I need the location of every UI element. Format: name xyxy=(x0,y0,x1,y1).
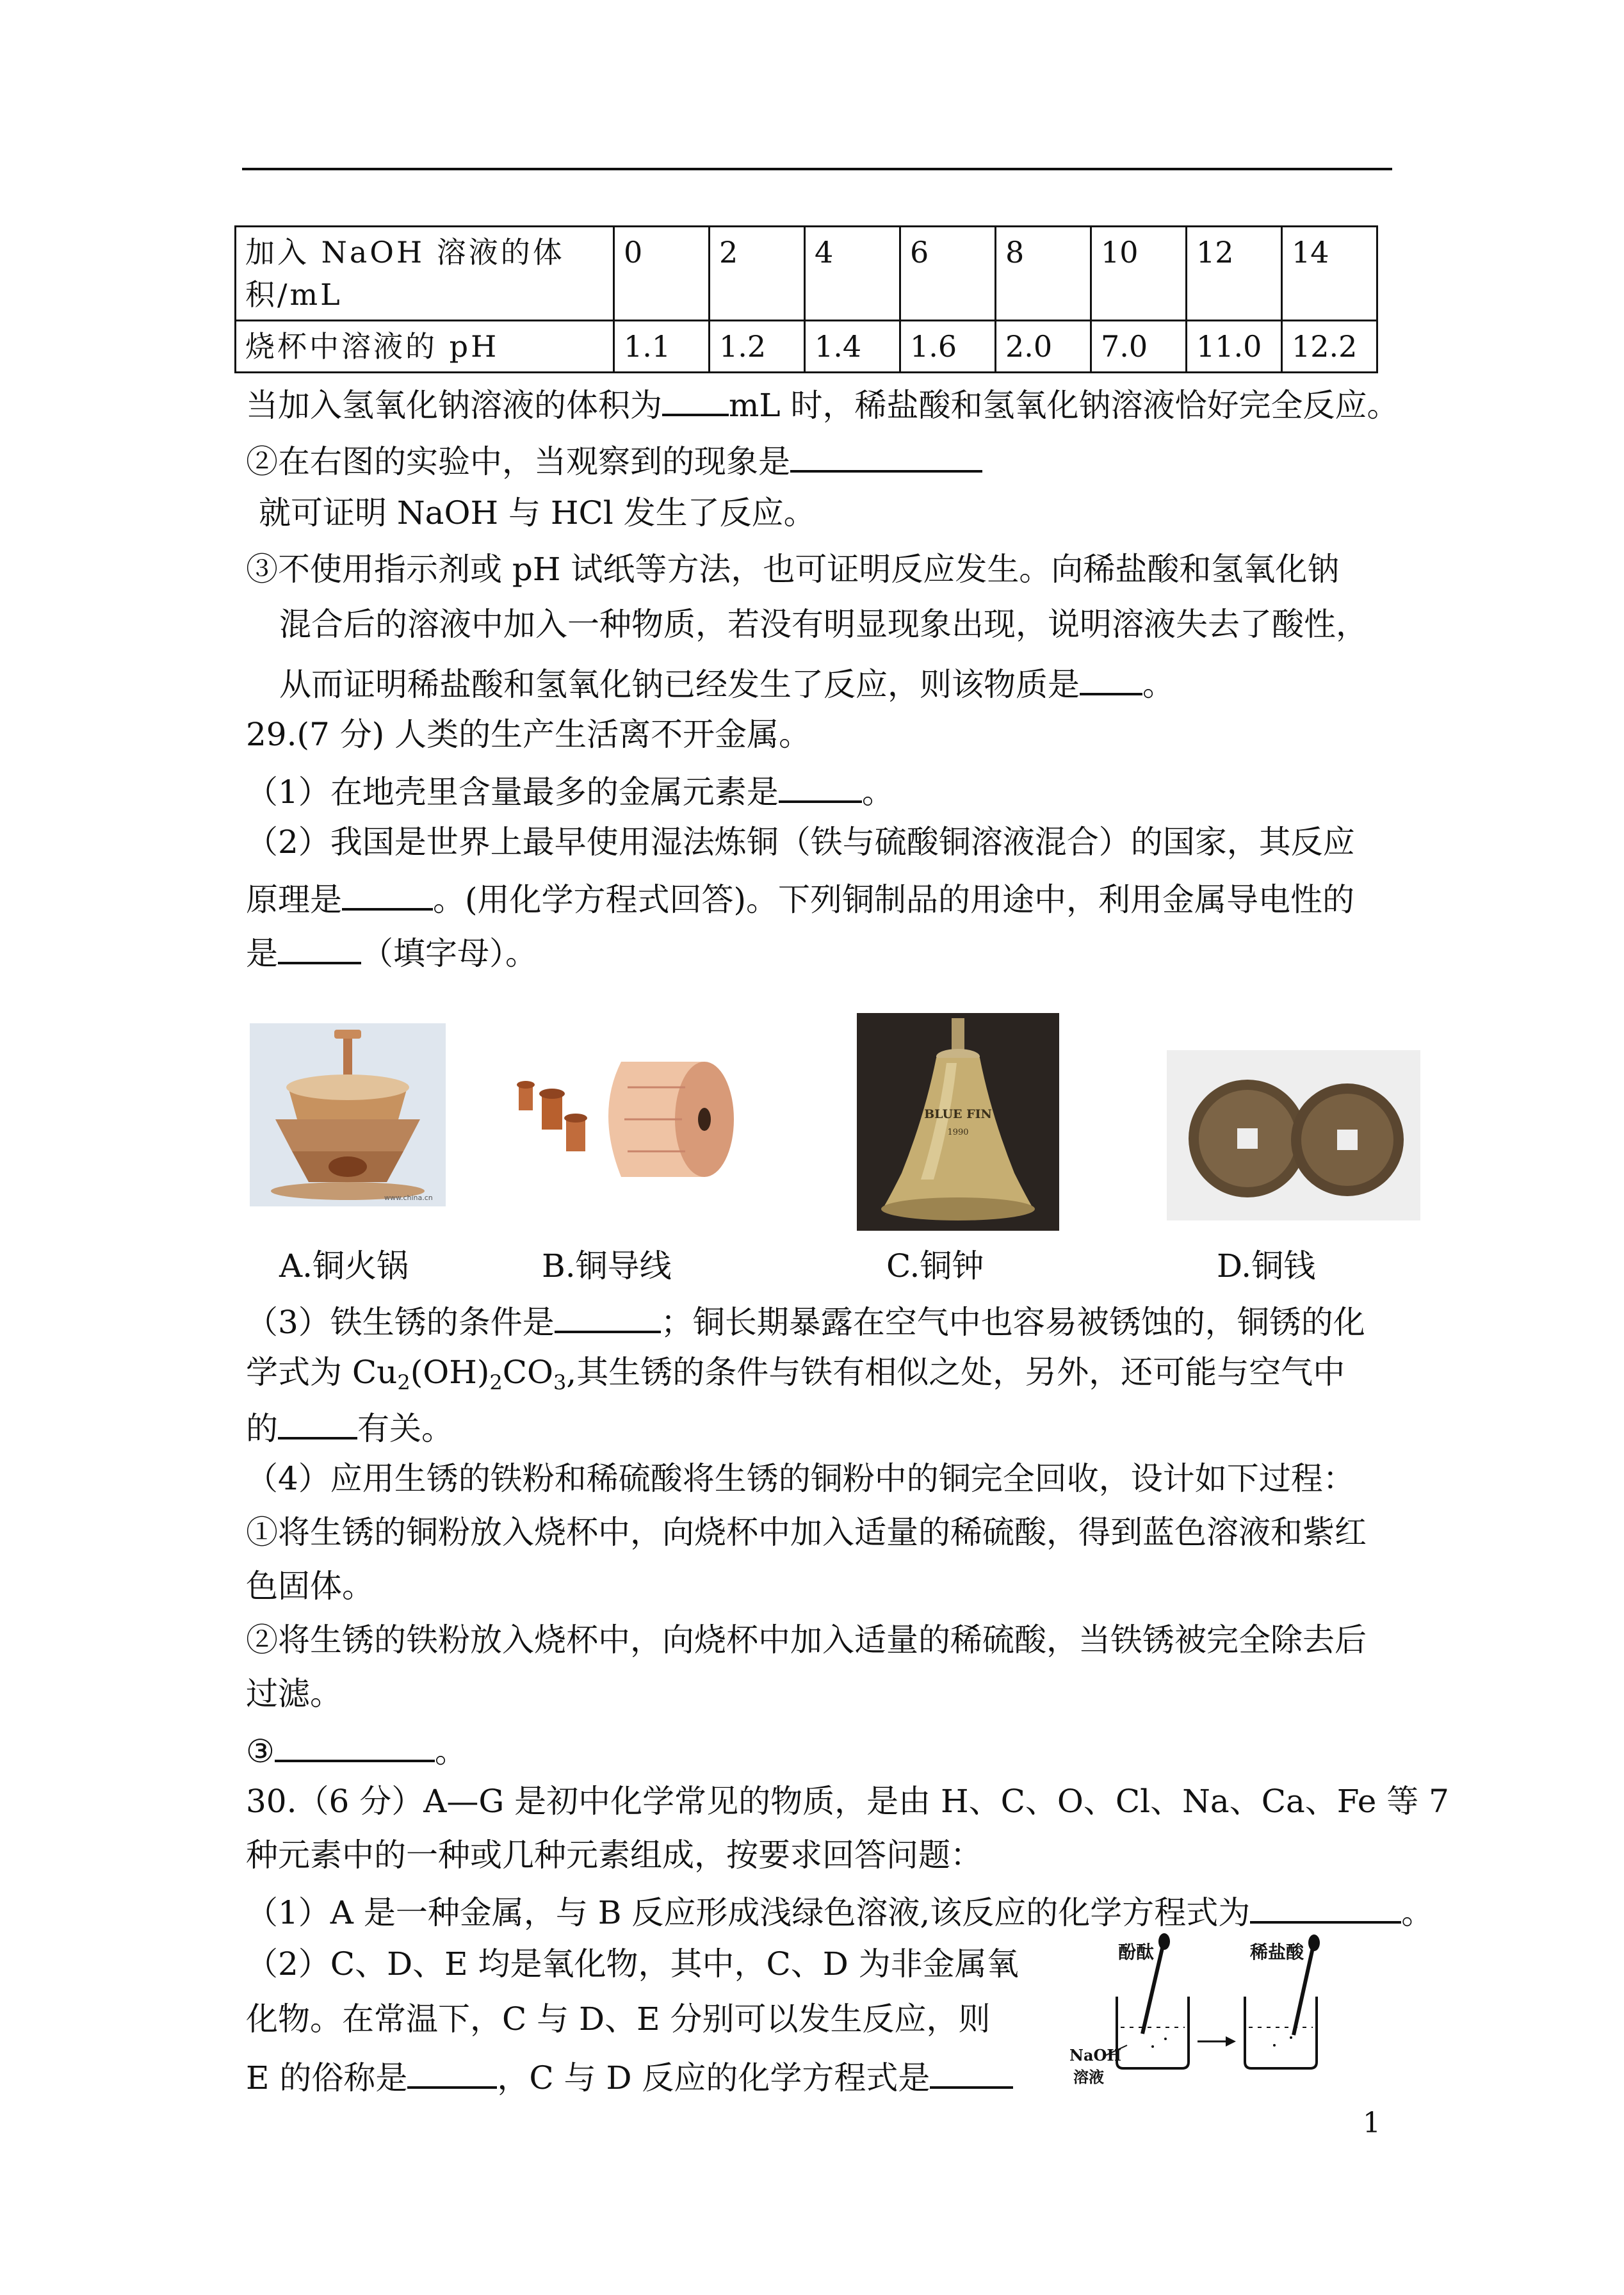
table-cell: 1.6 xyxy=(900,321,996,373)
answer-blank[interactable] xyxy=(662,380,729,416)
table-cell: 12.2 xyxy=(1282,321,1377,373)
answer-blank[interactable] xyxy=(275,1726,435,1762)
q28-line-2 xyxy=(246,437,982,483)
answer-blank[interactable] xyxy=(790,437,982,473)
q29-part-2c xyxy=(246,929,537,975)
q30-line-2: 种元素中的一种或几种元素组成，按要求回答问题： xyxy=(246,1837,982,1874)
q29-part-3c xyxy=(246,1404,453,1450)
q28-text: mL 时，稀盐酸和氢氧化钠溶液恰好完全反应。 xyxy=(729,387,1399,424)
caption-d: D.铜钱 xyxy=(1217,1247,1316,1285)
answer-blank[interactable] xyxy=(1250,1888,1401,1924)
q28-text: ②在右图的实验中，当观察到的现象是 xyxy=(246,443,790,480)
answer-blank[interactable] xyxy=(1080,660,1142,695)
q29-step-1a: ①将生锈的铜粉放入烧杯中，向烧杯中加入适量的稀硫酸，得到蓝色溶液和紫红 xyxy=(246,1514,1367,1551)
hotpot-watermark: www.china.cn xyxy=(384,1194,433,1202)
q29-part-4: （4）应用生锈的铁粉和稀硫酸将生锈的铜粉中的铜完全回收，设计如下过程： xyxy=(246,1460,1355,1497)
naoh-ph-table xyxy=(234,225,1378,373)
q30-text: ，C 与 D 反应的化学方程式是 xyxy=(497,2059,930,2096)
page-number: 1 xyxy=(1363,2107,1381,2139)
caption-b: B.铜导线 xyxy=(542,1247,672,1285)
q29-part-3b xyxy=(246,1351,1345,1404)
table-cell: 7.0 xyxy=(1091,321,1187,373)
q29-text: 是 xyxy=(246,935,278,972)
q28-line-3: 就可证明 NaOH 与 HCl 发生了反应。 xyxy=(259,494,816,531)
label-phenolphthalein: 酚酞 xyxy=(1118,1942,1155,1963)
q29-text: （填字母）。 xyxy=(361,935,537,972)
q28-line-1 xyxy=(246,380,1399,426)
q29-text: CO xyxy=(502,1354,553,1391)
table-cell: 10 xyxy=(1091,227,1187,321)
q29-text: 。 xyxy=(434,1733,467,1770)
q30-line-6 xyxy=(246,2053,1013,2099)
q29-step-2b: 过滤。 xyxy=(246,1675,342,1712)
q29-step-1b: 色固体。 xyxy=(246,1568,374,1605)
table-cell: 1.4 xyxy=(805,321,900,373)
table-cell: 6 xyxy=(900,227,996,321)
beaker-left-icon xyxy=(1117,1997,1189,2068)
q30-line-5: 化物。在常温下，C 与 D、E 分别可以发生反应，则 xyxy=(246,2000,991,2038)
copper-coins-image xyxy=(1167,1050,1420,1220)
q29-step-2a: ②将生锈的铁粉放入烧杯中，向烧杯中加入适量的稀硫酸，当铁锈被完全除去后 xyxy=(246,1621,1367,1658)
answer-blank[interactable] xyxy=(407,2053,497,2089)
table-row-header: 加入 NaOH 溶液的体积/mL xyxy=(236,227,614,321)
answer-blank[interactable] xyxy=(930,2053,1013,2089)
caption-c: C.铜钟 xyxy=(886,1247,984,1285)
label-solution: 溶液 xyxy=(1073,2068,1104,2086)
table-row xyxy=(236,227,1377,321)
bell-year: 1990 xyxy=(947,1128,969,1137)
table-row-header: 烧杯中溶液的 pH xyxy=(236,321,614,373)
q29-text: 的 xyxy=(246,1410,278,1447)
q29-part-1 xyxy=(246,767,894,813)
q29-step-3 xyxy=(246,1726,467,1772)
q29-part-2a: （2）我国是世界上最早使用湿法炼铜（铁与硫酸铜溶液混合）的国家，其反应 xyxy=(246,823,1355,861)
header-rule xyxy=(242,168,1392,170)
answer-blank[interactable] xyxy=(779,767,862,803)
answer-blank[interactable] xyxy=(555,1297,661,1333)
q30-text: （1）A 是一种金属，与 B 反应形成浅绿色溶液,该反应的化学方程式为 xyxy=(246,1894,1251,1931)
table-cell: 11.0 xyxy=(1187,321,1282,373)
q28-line-6 xyxy=(279,660,1174,706)
q29-text: 。(用化学方程式回答)。下列铜制品的用途中，利用金属导电性的 xyxy=(433,881,1355,918)
table-cell: 0 xyxy=(614,227,710,321)
label-dilute-hcl: 稀盐酸 xyxy=(1250,1942,1304,1963)
q30-line-4: （2）C、D、E 均是氧化物，其中，C、D 为非金属氧 xyxy=(246,1945,1019,1983)
table-cell: 8 xyxy=(996,227,1091,321)
q29-text: 有关。 xyxy=(357,1410,453,1447)
table-cell: 4 xyxy=(805,227,900,321)
answer-blank[interactable] xyxy=(342,875,433,911)
answer-blank[interactable] xyxy=(278,1404,357,1439)
copper-wire-image xyxy=(512,1049,743,1194)
table-cell: 1.1 xyxy=(614,321,710,373)
q29-part-2b xyxy=(246,875,1354,921)
table-cell: 1.2 xyxy=(710,321,805,373)
q30-text: E 的俗称是 xyxy=(246,2059,408,2096)
subscript: 3 xyxy=(553,1370,567,1395)
table-cell: 12 xyxy=(1187,227,1282,321)
q28-text: 从而证明稀盐酸和氢氧化钠已经发生了反应，则该物质是 xyxy=(279,666,1080,703)
copper-bell-image xyxy=(857,1013,1059,1231)
q28-text: 当加入氢氧化钠溶液的体积为 xyxy=(246,387,662,424)
q28-line-5: 混合后的溶液中加入一种物质，若没有明显现象出现，说明溶液失去了酸性， xyxy=(279,606,1368,643)
q29-text: ,其生锈的条件与铁有相似之处，另外，还可能与空气中 xyxy=(566,1354,1345,1391)
q29-part-3a xyxy=(246,1297,1365,1343)
table-cell: 2.0 xyxy=(996,321,1091,373)
q28-line-4: ③不使用指示剂或 pH 试纸等方法，也可证明反应发生。向稀盐酸和氢氧化钠 xyxy=(246,551,1340,588)
subscript: 2 xyxy=(489,1370,503,1395)
table-row xyxy=(236,321,1377,373)
q29-text: ③ xyxy=(246,1733,275,1770)
q30-text: 。 xyxy=(1401,1894,1434,1931)
q29-text: 学式为 Cu xyxy=(246,1354,398,1391)
q29-title: 29.(7 分) 人类的生产生活离不开金属。 xyxy=(246,716,811,753)
q29-text: (OH) xyxy=(410,1354,490,1391)
answer-blank[interactable] xyxy=(278,929,361,964)
q29-text: 原理是 xyxy=(246,881,342,918)
q29-text: （3）铁生锈的条件是 xyxy=(246,1304,555,1341)
naoh-hcl-experiment-diagram xyxy=(1063,1925,1383,2091)
table-cell: 14 xyxy=(1282,227,1377,321)
q28-text: 。 xyxy=(1142,666,1174,703)
q29-text: ；铜长期暴露在空气中也容易被锈蚀的，铜锈的化 xyxy=(660,1304,1365,1341)
label-naoh: NaOH xyxy=(1069,2046,1122,2064)
bell-inscription: BLUE FIN xyxy=(924,1107,992,1121)
q29-text: （1）在地壳里含量最多的金属元素是 xyxy=(246,774,779,811)
q29-text: 。 xyxy=(861,774,894,811)
caption-a: A.铜火锅 xyxy=(279,1247,409,1285)
subscript: 2 xyxy=(397,1370,410,1395)
q30-line-1: 30.（6 分）A—G 是初中化学常见的物质，是由 H、C、O、Cl、Na、Ca、Fe 等 7 xyxy=(246,1783,1449,1820)
copper-hotpot-image xyxy=(250,1023,446,1206)
beaker-right-icon xyxy=(1245,1997,1317,2068)
table-cell: 2 xyxy=(710,227,805,321)
arrow-icon xyxy=(1198,2036,1236,2047)
